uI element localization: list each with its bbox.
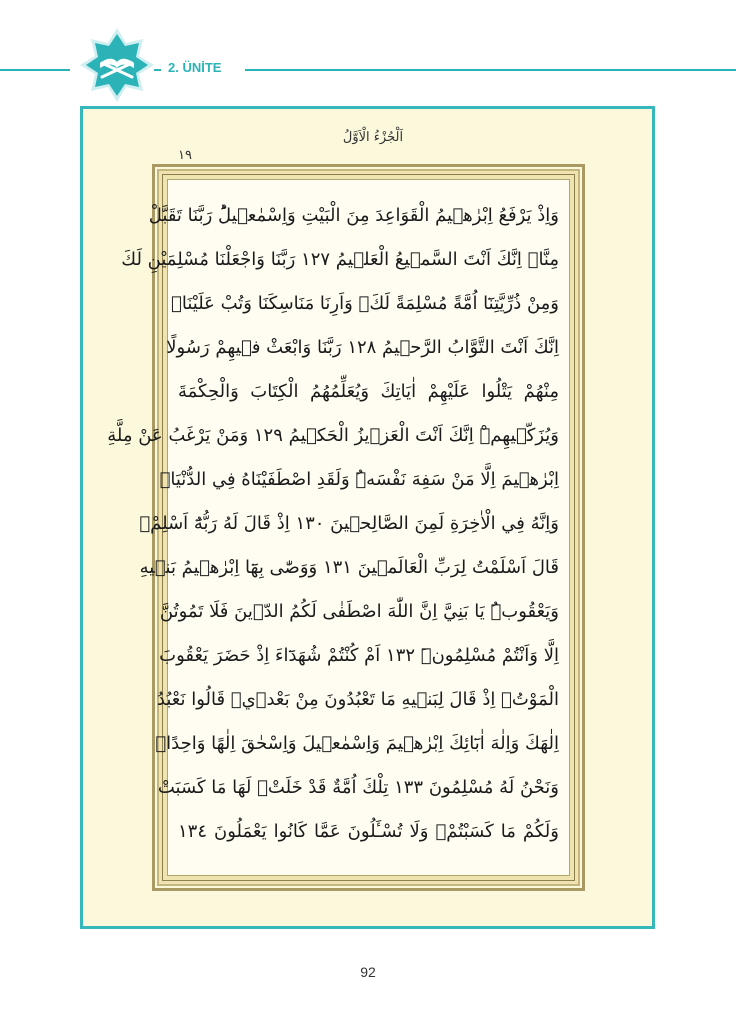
verse-line: وَمِنْ ذُرِّيَّتِنَٓا اُمَّةً مُسْلِمَةً لَكَۖ وَاَرِنَا مَنَاسِكَنَا وَتُبْ عَلَيْنَاۚ xyxy=(171,293,559,314)
verse-line: وَيُزَكّ۪يهِمْۜ اِنَّكَ اَنْتَ الْعَز۪يزُ الْحَك۪يمُ ١٢٩ وَمَنْ يَرْغَبُ عَنْ مِلَّةِ xyxy=(107,425,559,446)
header-rule-left xyxy=(0,69,70,71)
verse-lines xyxy=(107,180,569,875)
verse-line: وَيَعْقُوبُۜ يَا بَنِيَّ اِنَّ اللّٰهَ اصْطَفٰى لَكُمُ الدّ۪ينَ فَلَا تَمُوتُنَّ xyxy=(159,601,559,622)
verse-line: وَاِذْ يَرْفَعُ اِبْرٰه۪يمُ الْقَوَاعِدَ مِنَ الْبَيْتِ وَاِسْمٰع۪يلُؕ رَبَّنَا تَقَبَّلْ xyxy=(148,205,559,226)
verse-line: قَالَ اَسْلَمْتُ لِرَبِّ الْعَالَم۪ينَ ١٣١ وَوَصّٰى بِهَٓا اِبْرٰه۪يمُ بَن۪يهِ xyxy=(139,557,559,578)
unit-label: 2. ÜNİTE xyxy=(168,60,222,75)
quran-rehal-book-icon xyxy=(78,26,156,104)
juz-title: اَلْجُزْءُ الْاَوَّلُ xyxy=(342,130,404,145)
quran-text-panel xyxy=(107,179,570,876)
verse-line: الْمَوْتُۙ اِذْ قَالَ لِبَن۪يهِ مَا تَعْبُدُونَ مِنْ بَعْد۪يۜ قَالُوا نَعْبُدُ xyxy=(156,689,559,710)
verse-line: مِنْهُمْ يَتْلُوا عَلَيْهِمْ اٰيَاتِكَ وَيُعَلِّمُهُمُ الْكِتَابَ وَالْحِكْمَةَ xyxy=(178,381,559,402)
verse-line: وَلَكُمْ مَا كَسَبْتُمْۚ وَلَا تُسْـَٔلُونَ عَمَّا كَانُوا يَعْمَلُونَ ١٣٤ xyxy=(178,821,559,842)
verse-line: مِنَّاۜ اِنَّكَ اَنْتَ السَّم۪يعُ الْعَل۪يمُ ١٢٧ رَبَّنَا وَاجْعَلْنَا مُسْلِمَيْنِ لَكَ xyxy=(121,249,559,270)
verse-line: اِلَّا وَاَنْتُمْ مُسْلِمُونَۜ ١٣٢ اَمْ كُنْتُمْ شُهَدَٓاءَ اِذْ حَضَرَ يَعْقُوبَ xyxy=(159,645,559,666)
arabic-page-number: ١٩ xyxy=(178,148,192,163)
header-rule-right xyxy=(245,69,736,71)
verse-line: اِنَّكَ اَنْتَ التَّوَّابُ الرَّح۪يمُ ١٢٨ رَبَّنَا وَابْعَثْ ف۪يهِمْ رَسُولًا xyxy=(166,337,559,358)
verse-line: اِبْرٰه۪يمَ اِلَّا مَنْ سَفِهَ نَفْسَهُۜ وَلَقَدِ اصْطَفَيْنَاهُ فِي الدُّنْيَاۚ xyxy=(159,469,559,490)
verse-line: وَاِنَّهُ فِي الْاٰخِرَةِ لَمِنَ الصَّالِح۪ينَ ١٣٠ اِذْ قَالَ لَهُ رَبُّهُٓ اَسْلِمْۙ xyxy=(139,513,559,534)
verse-line: اِلٰهَكَ وَاِلٰهَ اٰبَٓائِكَ اِبْرٰه۪يمَ وَاِسْمٰع۪يلَ وَاِسْحٰقَ اِلٰهًا وَاحِدًاۚ xyxy=(155,733,559,754)
footer-page-number: 92 xyxy=(360,964,376,980)
verse-line: وَنَحْنُ لَهُ مُسْلِمُونَ ١٣٣ تِلْكَ اُمَّةٌ قَدْ خَلَتْۚ لَهَا مَا كَسَبَتْ xyxy=(157,777,559,798)
